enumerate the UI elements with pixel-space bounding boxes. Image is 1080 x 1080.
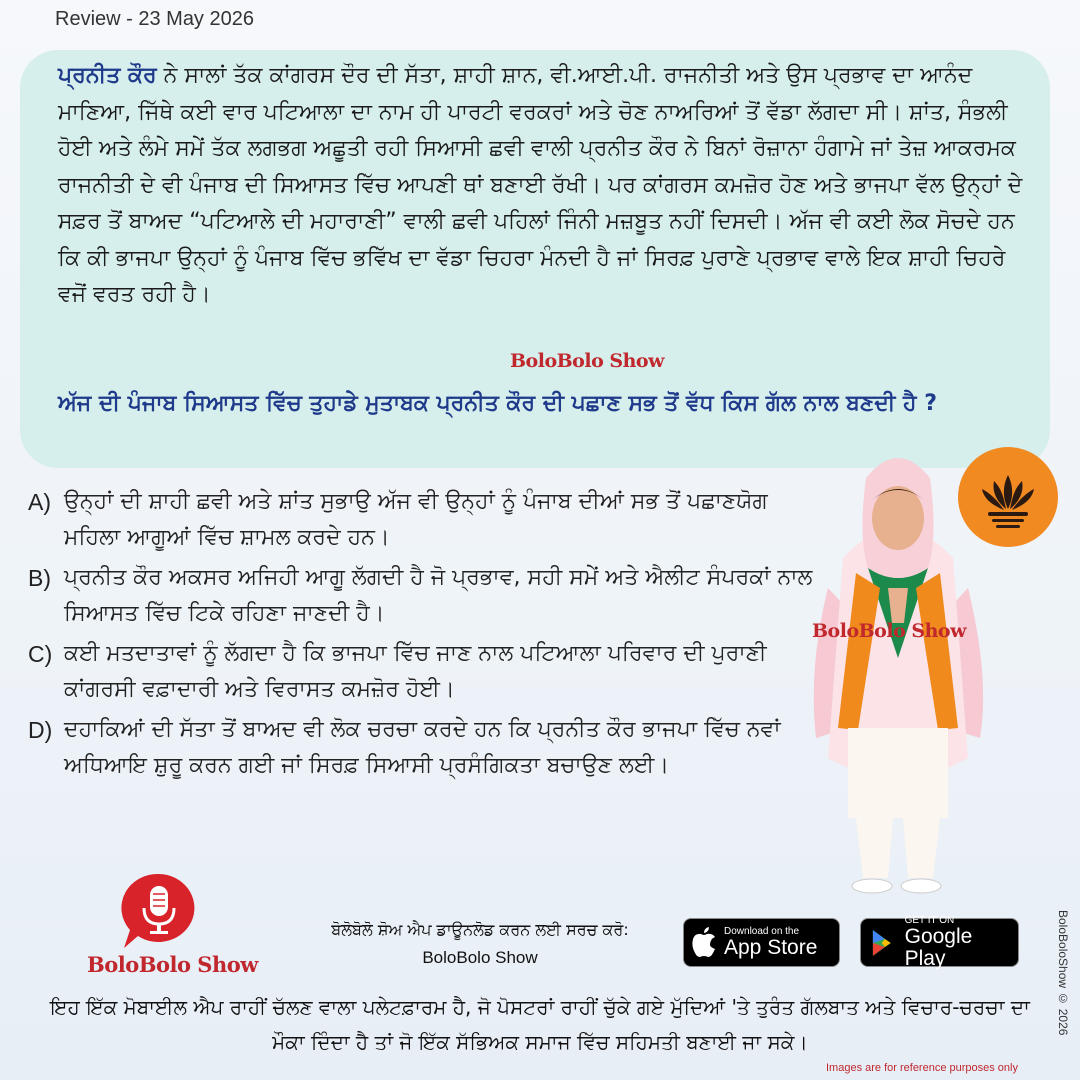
- option-d[interactable]: [28, 712, 818, 784]
- google-play-icon: [861, 926, 905, 960]
- microphone-icon: [120, 872, 198, 952]
- footer-description: ਇਹ ਇੱਕ ਮੋਬਾਈਲ ਐਪ ਰਾਹੀਂ ਚੱਲਣ ਵਾਲਾ ਪਲੇਟਫ਼ਾਰਮ ਹੈ, ਜੋ ਪੋਸਟਰਾਂ ਰਾਹੀਂ ਚੁੱਕੇ ਗਏ ਮੁੱਦਿਆਂ 'ਤੇ ਤੁਰੰਤ ਗੱਲਬਾਤ ਅਤੇ ਵਿਚਾਰ-ਚਰਚਾ ਦਾ ਮੌਕਾ ਦਿੰਦਾ ਹੈ ਤਾਂ ਜੋ ਇੱਕ ਸੱਭਿਅਕ ਸਮਾਜ ਵਿੱਚ ਸਹਿਮਤੀ ਬਣਾਈ ਜਾ ਸਕੇ।: [50, 995, 1030, 1054]
- option-text: ਉਨ੍ਹਾਂ ਦੀ ਸ਼ਾਹੀ ਛਵੀ ਅਤੇ ਸ਼ਾਂਤ ਸੁਭਾਉ ਅੱਜ ਵੀ ਉਨ੍ਹਾਂ ਨੂੰ ਪੰਜਾਬ ਦੀਆਂ ਸਭ ਤੋਂ ਪਛਾਣਯੋਗ ਮਹਿਲਾ ਆਗੂਆਂ ਵਿੱਚ ਸ਼ਾਮਲ ਕਰਦੇ ਹਨ।: [64, 489, 768, 550]
- leader-photo: [808, 438, 988, 908]
- photo-watermark: BoloBolo Show: [812, 620, 966, 642]
- option-letter: C): [28, 641, 53, 667]
- passage-body: ਨੇ ਸਾਲਾਂ ਤੱਕ ਕਾਂਗਰਸ ਦੌਰ ਦੀ ਸੱਤਾ, ਸ਼ਾਹੀ ਸ਼ਾਨ, ਵੀ.ਆਈ.ਪੀ. ਰਾਜਨੀਤੀ ਅਤੇ ਉਸ ਪ੍ਰਭਾਵ ਦਾ ਆਨੰਦ ਮਾਣਿਆ, ਜਿੱਥੇ ਕਈ ਵਾਰ ਪਟਿਆਲਾ ਦਾ ਨਾਮ ਹੀ ਪਾਰਟੀ ਵਰਕਰਾਂ ਅਤੇ ਚੋਣ ਨਾਅਰਿਆਂ ਤੋਂ ਵੱਡਾ ਲੱਗਦਾ ਸੀ। ਸ਼ਾਂਤ, ਸੰਭਲੀ ਹੋਈ ਅਤੇ ਲੰਮੇ ਸਮੇਂ ਤੱਕ ਲਗਭਗ ਅਛੂਤੀ ਰਹੀ ਸਿਆਸੀ ਛਵੀ ਵਾਲੀ ਪ੍ਰਨੀਤ ਕੌਰ ਨੇ ਬਿਨਾਂ ਰੋਜ਼ਾਨਾ ਹੰਗਾਮੇ ਜਾਂ ਤੇਜ਼ ਆਕਰਮਕ ਰਾਜਨੀਤੀ ਦੇ ਵੀ ਪੰਜਾਬ ਦੀ ਸਿਆਸਤ ਵਿੱਚ ਆਪਣੀ ਥਾਂ ਬਣਾਈ ਰੱਖੀ। ਪਰ ਕਾਂਗਰਸ ਕਮਜ਼ੋਰ ਹੋਣ ਅਤੇ ਭਾਜਪਾ ਵੱਲ ਉਨ੍ਹਾਂ ਦੇ ਸਫ਼ਰ ਤੋਂ ਬਾਅਦ “ਪਟਿਆਲੇ ਦੀ ਮਹਾਰਾਣੀ” ਵਾਲੀ ਛਵੀ ਪਹਿਲਾਂ ਜਿੰਨੀ ਮਜ਼ਬੂਤ ਨਹੀਂ ਦਿਸਦੀ। ਅੱਜ ਵੀ ਕਈ ਲੋਕ ਸੋਚਦੇ ਹਨ ਕਿ ਕੀ ਭਾਜਪਾ ਉਨ੍ਹਾਂ ਨੂੰ ਪੰਜਾਬ ਵਿੱਚ ਭਵਿੱਖ ਦਾ ਵੱਡਾ ਚਿਹਰਾ ਮੰਨਦੀ ਹੈ ਜਾਂ ਸਿਰਫ਼ ਪੁਰਾਣੇ ਪ੍ਰਭਾਵ ਵਾਲੇ ਇਕ ਸ਼ਾਹੀ ਚਿਹਰੇ ਵਜੋਂ ਵਰਤ ਰਹੀ ਹੈ।: [58, 63, 1023, 307]
- option-letter: B): [28, 565, 51, 591]
- subject-name: ਪ੍ਰਨੀਤ ਕੌਰ: [58, 63, 157, 88]
- review-date: Review - 23 May 2026: [55, 8, 254, 30]
- app-store-button[interactable]: [683, 918, 840, 967]
- google-play-big: Google Play: [904, 925, 973, 970]
- google-play-small: GET IT ON: [904, 915, 955, 926]
- option-letter: D): [28, 717, 53, 743]
- app-name: BoloBolo Show: [422, 948, 538, 967]
- option-text: ਪ੍ਰਨੀਤ ਕੌਰ ਅਕਸਰ ਅਜਿਹੀ ਆਗੂ ਲੱਗਦੀ ਹੈ ਜੋ ਪ੍ਰਭਾਵ, ਸਹੀ ਸਮੇਂ ਅਤੇ ਐਲੀਟ ਸੰਪਰਕਾਂ ਨਾਲ ਸਿਆਸਤ ਵਿੱਚ ਟਿਕੇ ਰਹਿਣਾ ਜਾਣਦੀ ਹੈ।: [64, 565, 813, 626]
- card-watermark: BoloBolo Show: [510, 350, 664, 372]
- option-c[interactable]: [28, 636, 818, 708]
- copyright-credit: BoloBoloShow © 2026: [1056, 910, 1070, 1036]
- google-play-button[interactable]: [860, 915, 1019, 970]
- app-store-big: App Store: [724, 936, 818, 959]
- option-text: ਕਈ ਮਤਦਾਤਾਵਾਂ ਨੂੰ ਲੱਗਦਾ ਹੈ ਕਿ ਭਾਜਪਾ ਵਿੱਚ ਜਾਣ ਨਾਲ ਪਟਿਆਲਾ ਪਰਿਵਾਰ ਦੀ ਪੁਰਾਣੀ ਕਾਂਗਰਸੀ ਵਫ਼ਾਦਾਰੀ ਅਤੇ ਵਿਰਾਸਤ ਕਮਜ਼ੋਰ ਹੋਈ।: [64, 641, 767, 702]
- app-promo: [295, 918, 665, 970]
- passage-text: [58, 58, 1034, 314]
- option-b[interactable]: [28, 560, 818, 632]
- options-list: [28, 484, 818, 788]
- app-promo-line: ਬੋਲੋਬੋਲੋ ਸ਼ੋਅ ਐਪ ਡਾਊਨਲੋਡ ਕਰਨ ਲਈ ਸਰਚ ਕਰੋ:: [331, 920, 629, 939]
- brand-logo-text: BoloBolo Show: [87, 952, 258, 977]
- apple-icon: [684, 926, 724, 960]
- option-a[interactable]: [28, 484, 818, 556]
- question-text: ਅੱਜ ਦੀ ਪੰਜਾਬ ਸਿਆਸਤ ਵਿੱਚ ਤੁਹਾਡੇ ਮੁਤਾਬਕ ਪ੍ਰਨੀਤ ਕੌਰ ਦੀ ਪਛਾਣ ਸਭ ਤੋਂ ਵੱਧ ਕਿਸ ਗੱਲ ਨਾਲ ਬਣਦੀ ਹੈ ?: [58, 391, 937, 416]
- image-disclaimer: Images are for reference purposes only: [826, 1062, 1018, 1074]
- option-text: ਦਹਾਕਿਆਂ ਦੀ ਸੱਤਾ ਤੋਂ ਬਾਅਦ ਵੀ ਲੋਕ ਚਰਚਾ ਕਰਦੇ ਹਨ ਕਿ ਪ੍ਰਨੀਤ ਕੌਰ ਭਾਜਪਾ ਵਿੱਚ ਨਵਾਂ ਅਧਿਆਇ ਸ਼ੁਰੂ ਕਰਨ ਗਈ ਜਾਂ ਸਿਰਫ਼ ਸਿਆਸੀ ਪ੍ਰਸੰਗਿਕਤਾ ਬਚਾਉਣ ਲਈ।: [64, 717, 781, 778]
- app-store-small: Download on the: [724, 926, 800, 937]
- option-letter: A): [28, 489, 51, 515]
